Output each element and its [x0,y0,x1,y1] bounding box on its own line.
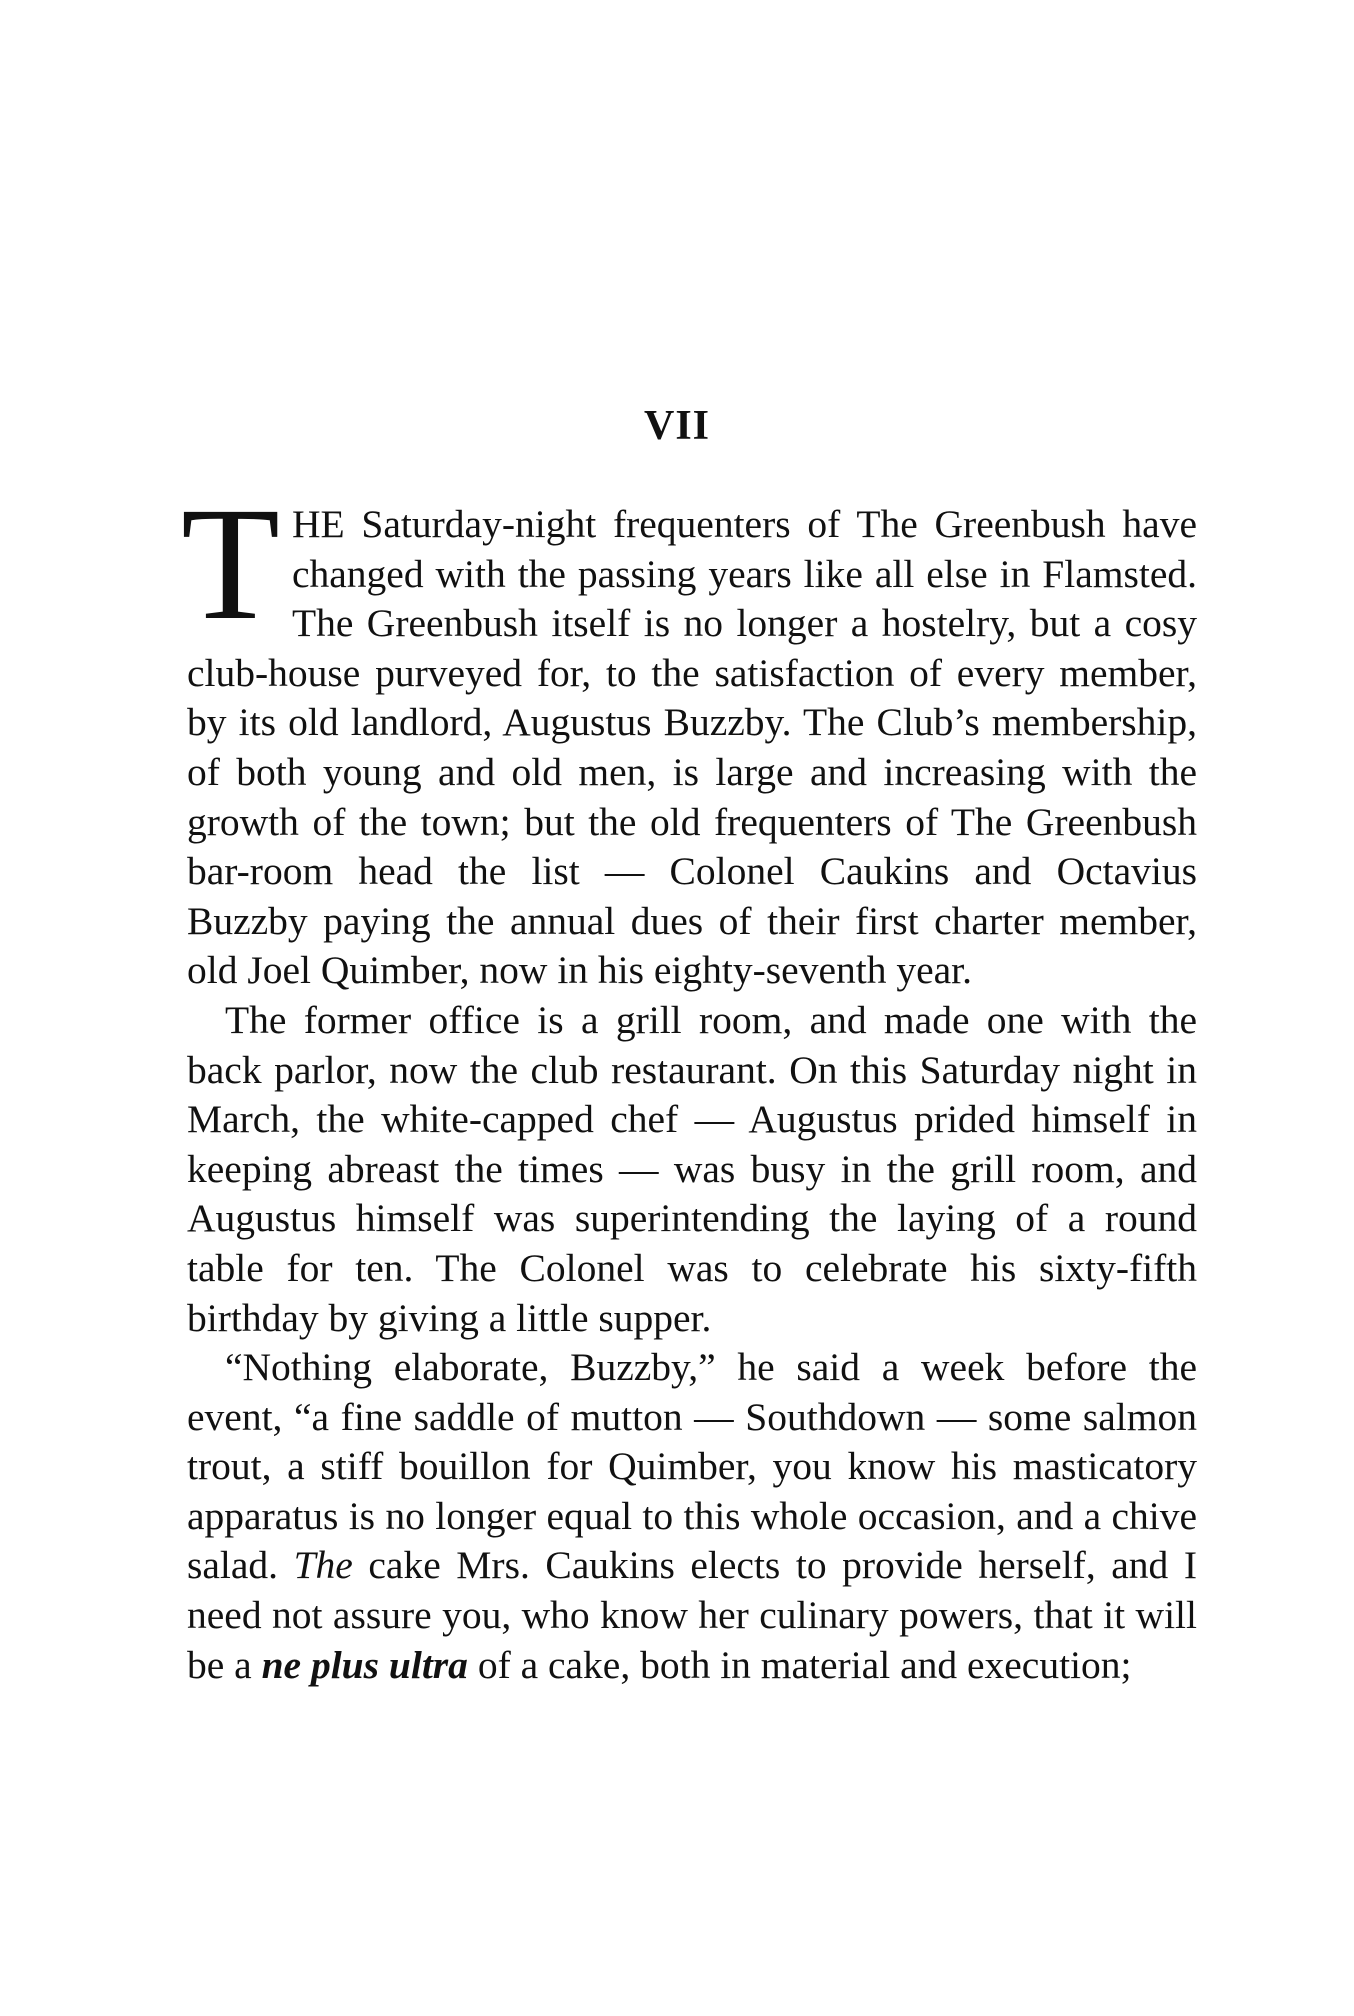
chapter-number: VII [643,403,711,449]
paragraph-1 [181,475,1197,996]
paragraph-3 [187,1343,1197,1690]
paragraph-3-text-start: “Nothing elaborate, Buzzby,” he said a week before the event, “a fine saddle of mutton — Southdown — some salmon trout, a stiff bouillon for Quimber, you know his masticatory apparatus is no longer equal to this whole occasion, and a chive salad. [187,1345,1197,1588]
opening-word-rest: HE [291,502,345,546]
paragraph-3-text-middle: cake Mrs. Caukins elects to provide herself, and I need not assure you, who know her culinary powers, that it will be a [187,1543,1197,1687]
drop-cap-initial: T [181,475,280,654]
chapter-body [181,475,1197,1690]
paragraph-3-text-end: of a cake, both in material and execution; [467,1642,1132,1687]
emphasized-word: The [293,1543,353,1588]
latin-phrase: ne plus ultra [261,1642,468,1687]
paragraph-1-text: Saturday-night frequenters of The Greenbush have changed with the passing years like all else in Flamsted. The Greenbush itself is no longer a hostelry, but a cosy club-house purveyed for, to the satisfaction of every member, by its old landlord, Augustus Buzzby. The Club’s membership, of both young and old men, is large and increasing with the growth of the town; but the old frequenters of The Greenbush bar-room head the list — Colonel Caukins and Octavius Buzzby paying the annual dues of their first charter member, old Joel Quimber, now in his eighty-seventh year. [187,502,1197,993]
paragraph-2: The former office is a grill room, and made one with the back parlor, now the club restaurant. On this Saturday night in March, the white-capped chef — Augustus prided himself in keeping abreast the times — was busy in the grill room, and Augustus himself was superintending the laying of a round table for ten. The Colonel was to celebrate his sixty-fifth birthday by giving a little supper. [187,997,1197,1340]
